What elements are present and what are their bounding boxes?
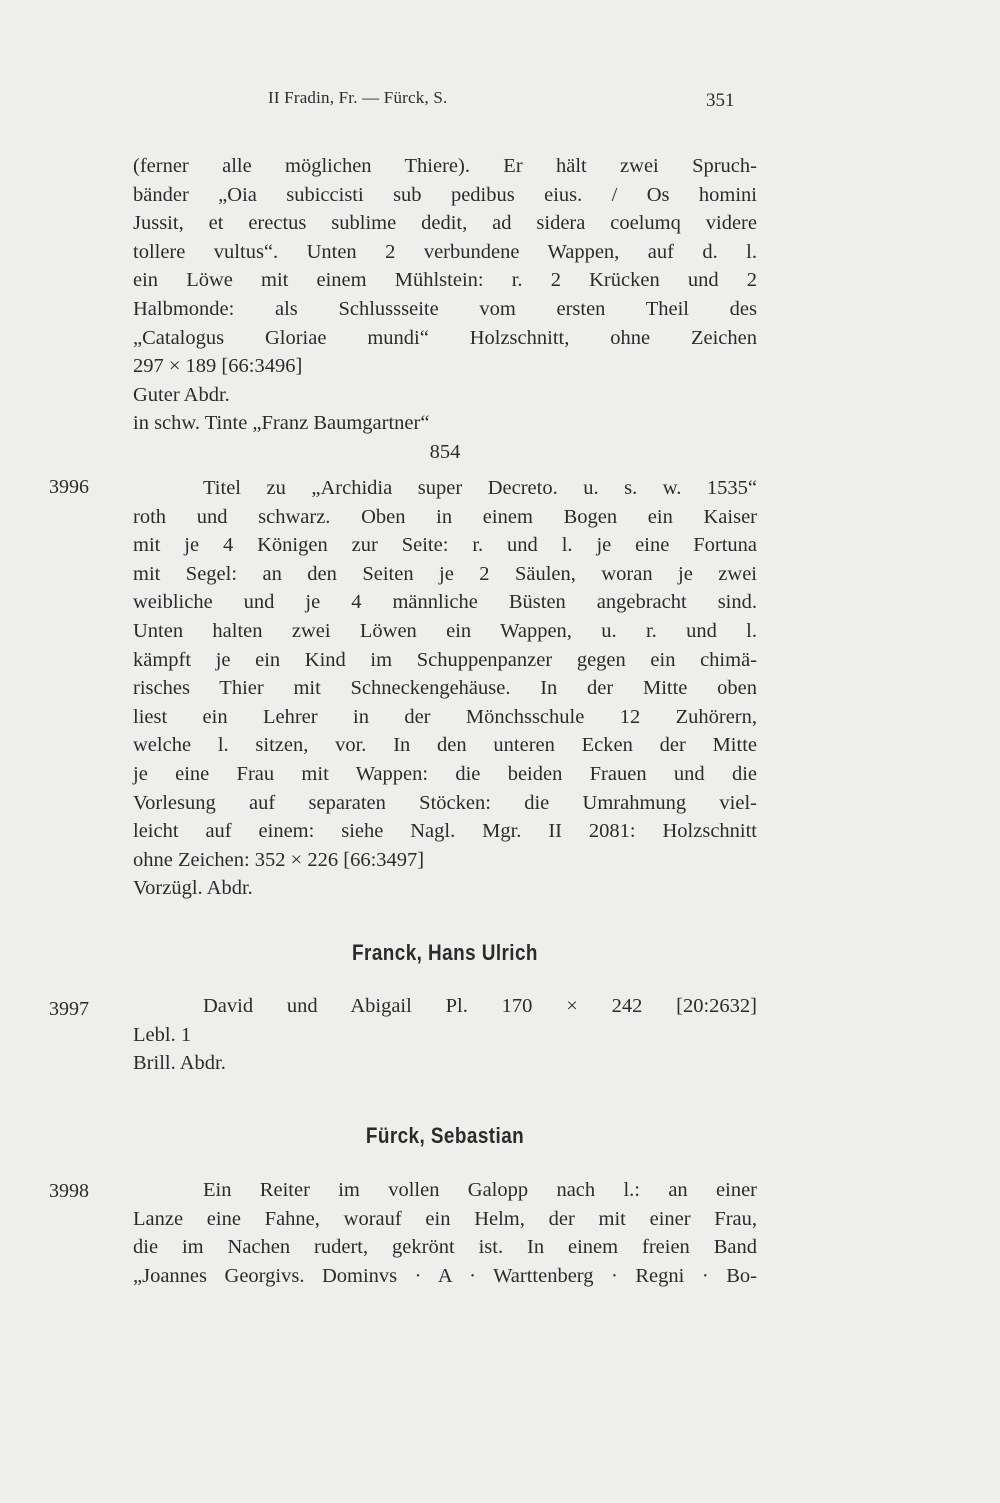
text-line: Brill. Abdr. bbox=[133, 1052, 226, 1075]
text-line: mit je 4 Königen zur Seite: r. und l. je eine Fortuna bbox=[133, 534, 757, 557]
text-line: welche l. sitzen, vor. In den unteren Ecken der Mitte bbox=[133, 734, 757, 757]
text-line: Ein Reiter im vollen Galopp nach l.: an einer bbox=[203, 1179, 757, 1201]
text-line: Guter Abdr. bbox=[133, 383, 230, 406]
text-line: leicht auf einem: siehe Nagl. Mgr. II 2081: Holzschnitt bbox=[133, 820, 757, 843]
catalog-entry bbox=[133, 474, 757, 903]
text-line: Vorzügl. Abdr. bbox=[133, 877, 253, 900]
text-line: liest ein Lehrer in der Mönchsschule 12 Zuhörern, bbox=[133, 705, 757, 728]
text-line: Halbmonde: als Schlussseite vom ersten Theil des bbox=[133, 297, 757, 320]
catalog-entry bbox=[133, 1176, 757, 1290]
entry-number: 3997 bbox=[49, 998, 89, 1020]
text-line: „Joannes Georgivs. Dominvs · A · Warttenberg · Regni · Bo- bbox=[133, 1264, 757, 1287]
artist-heading: Franck, Hans Ulrich bbox=[352, 940, 538, 965]
catalog-entry bbox=[133, 992, 757, 1078]
text-line: bänder „Oia subiccisti sub pedibus eius. / Os homini bbox=[133, 183, 757, 206]
text-line: „Catalogus Gloriae mundi“ Holzschnitt, ohne Zeichen bbox=[133, 326, 757, 349]
text-line: kämpft je ein Kind im Schuppenpanzer gegen ein chimä- bbox=[133, 648, 757, 671]
text-line: Titel zu „Archidia super Decreto. u. s. w. 1535“ bbox=[203, 477, 757, 499]
text-line: risches Thier mit Schneckengehäuse. In der Mitte oben bbox=[133, 677, 757, 700]
entry-number: 3998 bbox=[49, 1180, 89, 1202]
text-line: Lebl. 1 bbox=[133, 1023, 192, 1046]
text-line: Jussit, et erectus sublime dedit, ad sidera coelumq videre bbox=[133, 212, 757, 235]
text-line: roth und schwarz. Oben in einem Bogen ein Kaiser bbox=[133, 505, 757, 528]
text-line: je eine Frau mit Wappen: die beiden Frauen und die bbox=[133, 762, 757, 785]
artist-heading: Fürck, Sebastian bbox=[365, 1123, 525, 1148]
text-line: 854 bbox=[429, 440, 461, 463]
text-line: ohne Zeichen: 352 × 226 [66:3497] bbox=[133, 848, 425, 871]
text-line: in schw. Tinte „Franz Baumgartner“ bbox=[133, 412, 430, 435]
text-line: ein Löwe mit einem Mühlstein: r. 2 Krücken und 2 bbox=[133, 269, 757, 292]
text-line: Unten halten zwei Löwen ein Wappen, u. r. und l. bbox=[133, 619, 757, 642]
text-line: Vorlesung auf separaten Stöcken: die Umrahmung viel- bbox=[133, 791, 757, 814]
running-head: II Fradin, Fr. — Fürck, S. bbox=[268, 88, 448, 107]
continuation-entry bbox=[133, 152, 757, 467]
text-line: mit Segel: an den Seiten je 2 Säulen, woran je zwei bbox=[133, 562, 757, 585]
entry-number: 3996 bbox=[49, 476, 89, 498]
text-line: die im Nachen rudert, gekrönt ist. In einem freien Band bbox=[133, 1236, 757, 1259]
text-line: David und Abigail Pl. 170 × 242 [20:2632] bbox=[203, 995, 757, 1017]
page-number: 351 bbox=[706, 90, 735, 111]
text-line: weibliche und je 4 männliche Büsten angebracht sind. bbox=[133, 591, 757, 614]
text-line: tollere vultus“. Unten 2 verbundene Wappen, auf d. l. bbox=[133, 240, 757, 263]
text-line: 297 × 189 [66:3496] bbox=[133, 355, 303, 378]
text-line: (ferner alle möglichen Thiere). Er hält zwei Spruch- bbox=[133, 155, 757, 177]
text-line: Lanze eine Fahne, worauf ein Helm, der mit einer Frau, bbox=[133, 1207, 757, 1230]
